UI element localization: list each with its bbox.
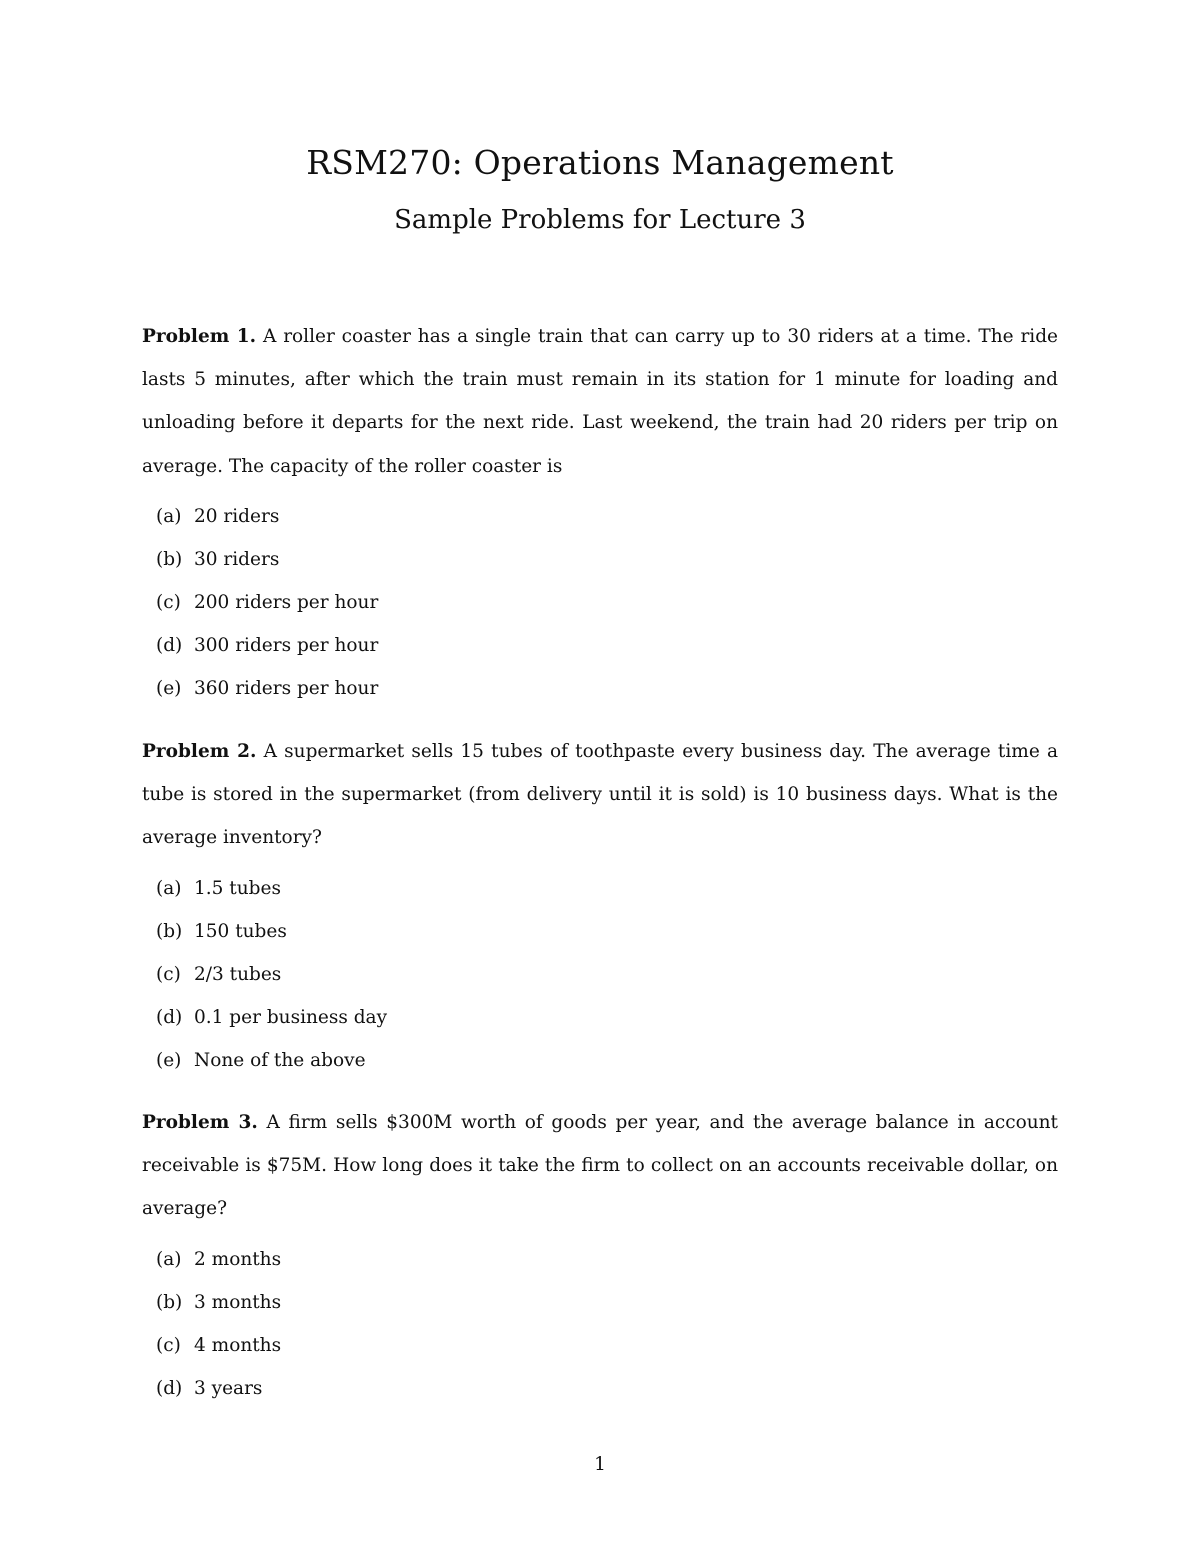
option-text: 3 months — [194, 1291, 282, 1313]
problem-text: A roller coaster has a single train that can carry up to 30 riders at a time. The ride lasts 5 minutes, after which the train must remain in its station for 1 minute for loading and unloading before it departs for the next ride. Last weekend, the train had 20 riders per trip on average. The capacity of the roller coaster is — [142, 326, 1058, 477]
problem-statement — [142, 315, 1058, 488]
answer-option — [142, 1367, 1058, 1410]
option-letter: (b) — [156, 548, 183, 570]
option-text: 4 months — [194, 1334, 282, 1356]
option-letter: (c) — [156, 591, 181, 613]
option-text: 3 years — [194, 1377, 263, 1399]
answer-option — [142, 1281, 1058, 1324]
answer-options — [142, 495, 1058, 710]
answer-option — [142, 495, 1058, 538]
option-letter: (c) — [156, 963, 181, 985]
problem-1 — [142, 315, 1058, 710]
option-letter: (d) — [156, 1377, 183, 1399]
document-title: RSM270: Operations Management — [306, 143, 894, 182]
option-text: 2 months — [194, 1248, 282, 1270]
option-letter: (e) — [156, 677, 182, 699]
option-letter: (d) — [156, 634, 183, 656]
option-text: 200 riders per hour — [194, 591, 379, 613]
problem-label: Problem 1. — [142, 326, 257, 347]
problem-2 — [142, 730, 1058, 1082]
answer-option — [142, 667, 1058, 710]
problem-label: Problem 3. — [142, 1112, 258, 1133]
option-letter: (a) — [156, 1248, 182, 1270]
problem-text: A supermarket sells 15 tubes of toothpaste every business day. The average time a tube is stored in the supermarket (from delivery until it is sold) is 10 business days. What is the average inventory? — [142, 741, 1059, 849]
option-text: 300 riders per hour — [194, 634, 379, 656]
option-text: 30 riders — [194, 548, 280, 570]
answer-options — [142, 867, 1058, 1082]
option-letter: (e) — [156, 1049, 182, 1071]
option-text: 20 riders — [194, 505, 280, 527]
answer-option — [142, 624, 1058, 667]
option-letter: (a) — [156, 505, 182, 527]
problem-statement — [142, 1101, 1058, 1231]
answer-option — [142, 1238, 1058, 1281]
option-letter: (a) — [156, 877, 182, 899]
option-text: 150 tubes — [194, 920, 287, 942]
option-letter: (d) — [156, 1006, 183, 1028]
problem-3 — [142, 1101, 1058, 1410]
option-text: 1.5 tubes — [194, 877, 281, 899]
answer-option — [142, 581, 1058, 624]
option-letter: (b) — [156, 920, 183, 942]
document-subtitle: Sample Problems for Lecture 3 — [394, 205, 806, 235]
option-text: 360 riders per hour — [194, 677, 379, 699]
answer-option — [142, 953, 1058, 996]
problem-label: Problem 2. — [142, 741, 257, 762]
option-text: 0.1 per business day — [194, 1006, 388, 1028]
answer-option — [142, 910, 1058, 953]
answer-option — [142, 996, 1058, 1039]
answer-option — [142, 1324, 1058, 1367]
answer-option — [142, 867, 1058, 910]
problem-statement — [142, 730, 1058, 860]
page-number: 1 — [594, 1454, 606, 1475]
answer-option — [142, 1039, 1058, 1082]
option-letter: (c) — [156, 1334, 181, 1356]
problem-text: A firm sells $300M worth of goods per year, and the average balance in account receivable is $75M. How long does it take the firm to collect on an accounts receivable dollar, on average? — [142, 1112, 1058, 1220]
option-text: None of the above — [194, 1049, 366, 1071]
option-text: 2/3 tubes — [194, 963, 282, 985]
option-letter: (b) — [156, 1291, 183, 1313]
answer-option — [142, 538, 1058, 581]
answer-options — [142, 1238, 1058, 1410]
